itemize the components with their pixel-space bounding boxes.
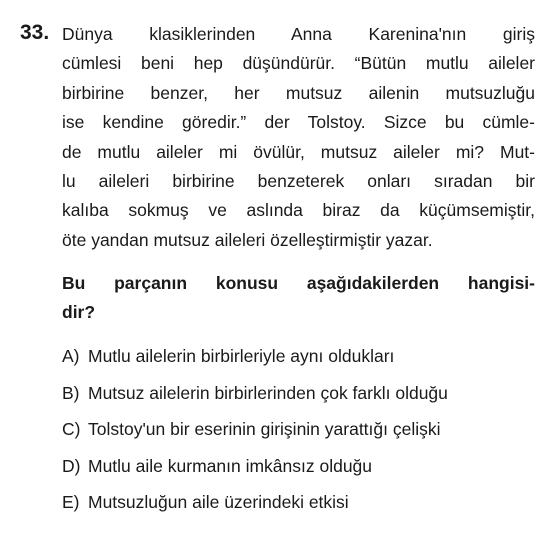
answer-options [62,338,535,521]
question-passage [62,20,535,255]
passage-line: kalıba sokmuş ve aslında biraz da küçümsemiştir, [62,200,535,221]
option-text: Tolstoy'un bir eserinin girişinin yarattığı çelişki [88,419,441,439]
option-letter: E) [62,492,80,512]
question-number: 33. [20,21,50,44]
option-a[interactable] [62,338,535,375]
option-b[interactable] [62,375,535,412]
question-block [20,20,535,521]
passage-line: lu aileleri birbirine benzeterek onları sıradan bir [62,171,535,192]
passage-line: birbirine benzer, her mutsuz ailenin mutsuzluğu [62,82,535,103]
passage-line: öte yandan mutsuz aileleri özelleştirmiştir yazar. [62,229,433,250]
option-text: Mutlu ailelerin birbirleriyle aynı oldukları [88,346,395,366]
passage-line: Dünya klasiklerinden Anna Karenina'nın giriş [62,24,535,44]
passage-line: ise kendine göredir.” der Tolstoy. Sizce bu cümle- [62,112,535,133]
option-text: Mutsuzluğun aile üzerindeki etkisi [88,492,349,512]
stem-line: Bu parçanın konusu aşağıdakilerden hangisi- [62,273,535,294]
option-d[interactable] [62,448,535,485]
passage-line: cümlesi beni hep düşündürür. “Bütün mutlu aileler [62,53,535,74]
option-letter: A) [62,346,80,366]
option-letter: B) [62,382,80,403]
question-stem [62,269,535,327]
option-letter: D) [62,455,81,476]
passage-line: de mutlu aileler mi övülür, mutsuz aileler mi? Mut- [62,141,535,162]
option-text: Mutsuz ailelerin birbirlerinden çok farklı olduğu [88,382,448,403]
option-e[interactable] [62,484,535,521]
option-text: Mutlu aile kurmanın imkânsız olduğu [88,455,373,476]
option-c[interactable] [62,411,535,448]
option-letter: C) [62,419,81,439]
stem-line: dir? [62,302,96,323]
